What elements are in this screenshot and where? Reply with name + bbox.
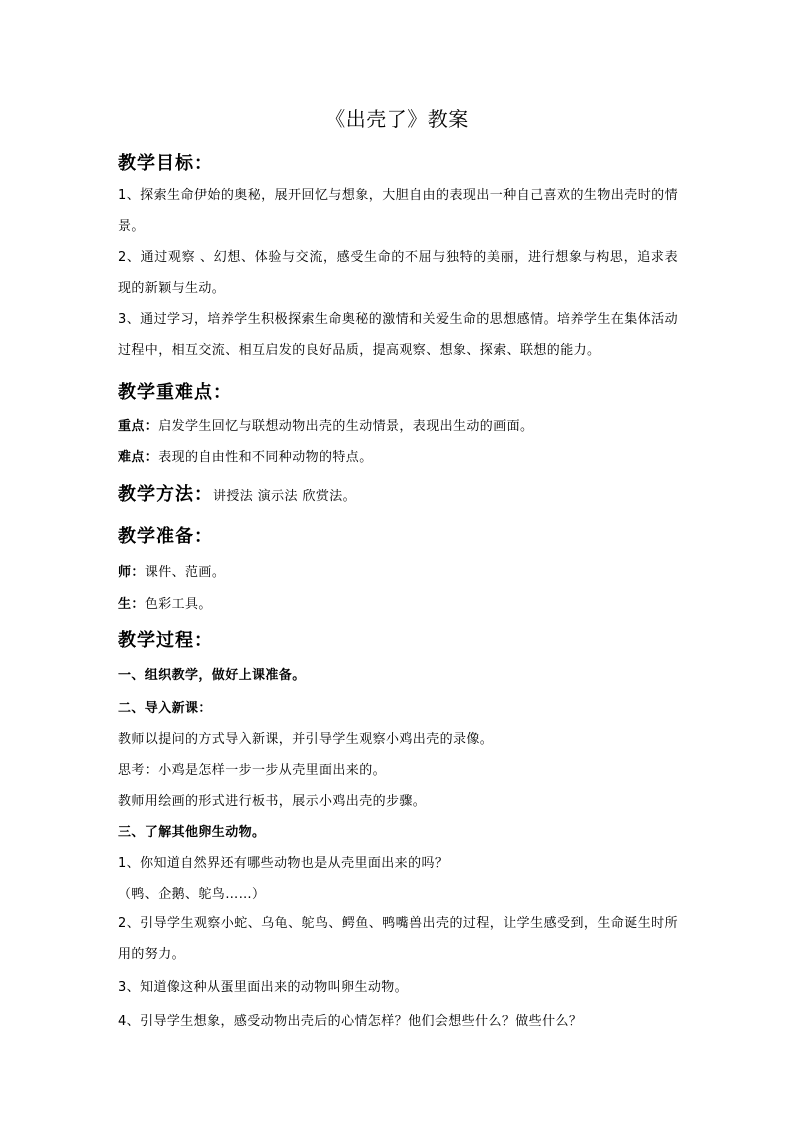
difficult-point-label: 难点： [118,450,159,465]
student-prep-text: 色彩工具。 [144,597,212,612]
objective-item-2: 2、通过观察 、幻想、体验与交流，感受生命的不屈与独特的美丽，进行想象与构思，追求表现的新颖与生动。 [118,250,678,296]
step2-line-2: 思考：小鸡是怎样一步一步从壳里面出来的。 [118,763,387,778]
step3-paragraph: 2、引导学生观察小蛇、乌龟、鸵鸟、鳄鱼、鸭嘴兽出壳的过程，让学生感受到，生命诞生时所用的努力。 [118,916,678,962]
key-points-heading: 教学重难点： [118,382,232,403]
teacher-prep-line [118,561,225,580]
student-prep-label: 生： [118,597,145,612]
step2-line-3: 教师用绘画的形式进行板书，展示小鸡出壳的步骤。 [118,794,427,809]
methods-heading: 教学方法： [118,484,213,505]
process-step-3: 三、了解其他卵生动物。 [118,825,266,840]
teacher-prep-label: 师： [118,565,145,580]
objective-item-1: 1、探索生命伊始的奥秘，展开回忆与想象，大胆自由的表现出一种自己喜欢的生物出壳时的情景。 [118,188,678,234]
teacher-prep-text: 课件、范画。 [144,565,226,580]
process-heading: 教学过程： [118,630,213,651]
student-prep-line [118,593,212,612]
step3-line-3: 3、知道像这种从蛋里面出来的动物叫卵生动物。 [118,980,409,995]
document-title: 《出壳了》教案 [325,107,469,131]
objectives-heading: 教学目标： [118,153,213,174]
step3-line-2: （鸭、企鹅、鸵鸟……） [118,887,266,902]
step2-line-1: 教师以提问的方式导入新课，并引导学生观察小鸡出壳的录像。 [118,732,494,747]
difficult-point-line [118,446,373,465]
step3-line-1: 1、你知道自然界还有哪些动物也是从壳里面出来的吗？ [118,856,449,871]
key-point-line [118,415,533,434]
process-step-2: 二、导入新课： [118,701,212,716]
methods-text: 讲授法 演示法 欣赏法。 [213,489,357,504]
preparation-heading: 教学准备： [118,526,213,547]
key-point-text: 启发学生回忆与联想动物出壳的生动情景，表现出生动的画面。 [158,419,534,434]
key-point-label: 重点： [118,419,159,434]
step3-line-4: 4、引导学生想象，感受动物出壳后的心情怎样？他们会想些什么？做些什么？ [118,1014,583,1029]
methods-line [118,480,356,506]
process-step-1: 一、组织教学，做好上课准备。 [118,668,306,683]
objective-item-3: 3、通过学习，培养学生积极探索生命奥秘的激情和关爱生命的思想感情。培养学生在集体活动过程中，相互交流、相互启发的良好品质，提高观察、想象、探索、联想的能力。 [118,312,678,358]
difficult-point-text: 表现的自由性和不同种动物的特点。 [158,450,373,465]
